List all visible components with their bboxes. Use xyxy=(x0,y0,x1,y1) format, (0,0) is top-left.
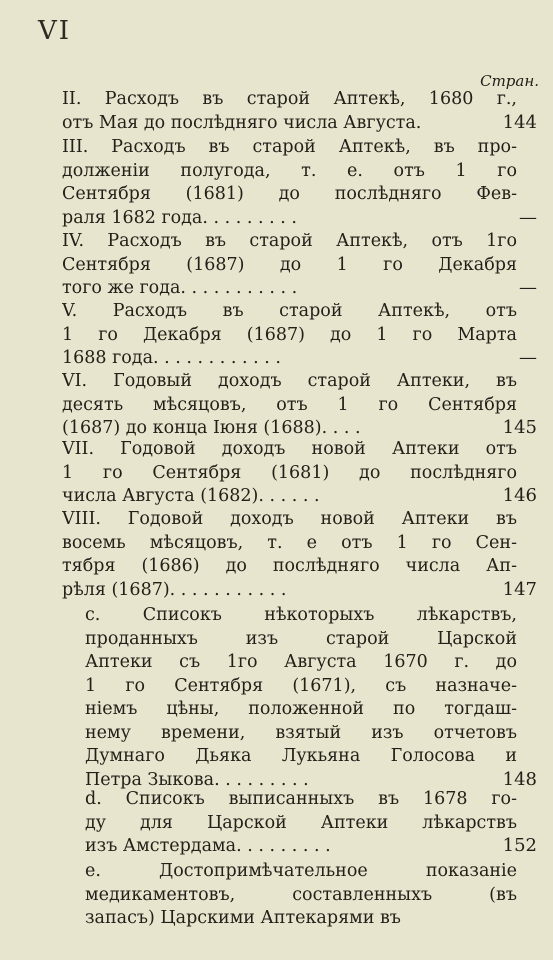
toc-entry-line: проданныхъ изъ старой Царской xyxy=(85,628,517,649)
toc-entry-line: e. Достопримѣчательное показаніе xyxy=(85,861,517,881)
toc-entry-line: Думнаго Дьяка Лукьяна Голосова и xyxy=(85,746,517,766)
toc-entry-line: 1688 года. . . . . . . . . . . . xyxy=(62,348,281,368)
toc-entry-line: Аптеки съ 1го Августа 1670 г. до xyxy=(85,652,517,672)
toc-entry-line: VI. Годовый доходъ старой Аптеки, въ xyxy=(62,371,517,391)
toc-entry-line: раля 1682 года. . . . . . . . . xyxy=(62,207,297,228)
toc-entry-line: ду для Царской Аптеки лѣкарствъ xyxy=(85,812,517,833)
toc-entry-line: 1 го Сентября (1671), съ назначе- xyxy=(85,675,517,696)
page-number: VI xyxy=(38,16,72,46)
toc-entry xyxy=(62,508,517,602)
toc-entry-line: Сентября (1687) до 1 го Декабря xyxy=(62,254,517,275)
toc-page-ref: 146 xyxy=(502,485,537,506)
toc-page-ref: 144 xyxy=(502,111,537,133)
toc-entry-line: VII. Годовой доходъ новой Аптеки отъ xyxy=(62,439,517,459)
toc-entry xyxy=(62,438,517,509)
toc-entry-line: V. Расходъ въ старой Аптекѣ, отъ xyxy=(62,301,517,321)
toc-entry-line: Петра Зыкова. . . . . . . . . xyxy=(85,769,309,790)
toc-entry-line: восемь мѣсяцовъ, т. е отъ 1 го Сен- xyxy=(62,532,517,553)
toc-page-ref: — xyxy=(519,277,537,298)
toc-entry xyxy=(62,230,517,301)
toc-entry-line: изъ Амстердама. . . . . . . . . xyxy=(85,836,331,856)
toc-entry-line: c. Списокъ нѣкоторыхъ лѣкарствъ, xyxy=(85,605,517,625)
toc-entry-line: 1 го Сентября (1681) до послѣдняго xyxy=(62,462,517,483)
toc-entry-line: VIII. Годовой доходъ новой Аптеки въ xyxy=(62,509,517,529)
toc-entry-line: ніемъ цѣны, положенной по тогдаш- xyxy=(85,699,517,719)
toc-entry-line: 1 го Декабря (1687) до 1 го Марта xyxy=(62,324,517,345)
toc-entry xyxy=(62,136,517,230)
toc-entry-line: рѣля (1687). . . . . . . . . . . xyxy=(62,579,287,600)
toc-page-ref: 145 xyxy=(502,417,537,438)
toc-entry-line: II. Расходъ въ старой Аптекѣ, 1680 г., xyxy=(62,89,517,109)
toc-entry-line: запасъ) Царскими Аптекарями въ xyxy=(85,908,401,928)
toc-entry xyxy=(62,300,517,371)
toc-page-ref: 152 xyxy=(502,835,537,856)
toc-entry-line: отъ Мая до послѣдняго числа Августа. xyxy=(62,112,422,133)
toc-entry xyxy=(85,604,517,792)
toc-entry xyxy=(85,860,517,931)
toc-entry-line: нему времени, взятый изъ отчетовъ xyxy=(85,722,517,743)
toc-entry-line: числа Августа (1682). . . . . . xyxy=(62,486,320,506)
toc-entry xyxy=(62,88,517,135)
toc-entry-line: долженіи полугода, т. е. отъ 1 го xyxy=(62,160,517,181)
toc-page-ref: 147 xyxy=(502,578,537,600)
toc-entry-line: медикаментовъ, составленныхъ (въ xyxy=(85,884,517,905)
toc-entry-line: (1687) до конца Іюня (1688). . . . xyxy=(62,418,361,438)
toc-entry-line: d. Списокъ выписанныхъ въ 1678 го- xyxy=(85,789,517,809)
toc-page-ref: — xyxy=(519,206,537,228)
column-header: Стран. xyxy=(480,72,539,90)
toc-entry-line: IV. Расходъ въ старой Аптекѣ, отъ 1го xyxy=(62,231,517,251)
toc-entry-line: Сентября (1681) до послѣдняго Фев- xyxy=(62,184,517,204)
toc-entry-line: того же года. . . . . . . . . . . xyxy=(62,278,298,298)
toc-entry xyxy=(85,788,517,859)
toc-entry-line: III. Расходъ въ старой Аптекѣ, въ про- xyxy=(62,137,517,157)
toc-page-ref: — xyxy=(519,347,537,368)
toc-page-ref: 148 xyxy=(502,768,537,790)
toc-entry-line: десять мѣсяцовъ, отъ 1 го Сентября xyxy=(62,394,517,415)
toc-entry xyxy=(62,370,517,441)
toc-entry-line: тября (1686) до послѣдняго числа Ап- xyxy=(62,556,517,576)
